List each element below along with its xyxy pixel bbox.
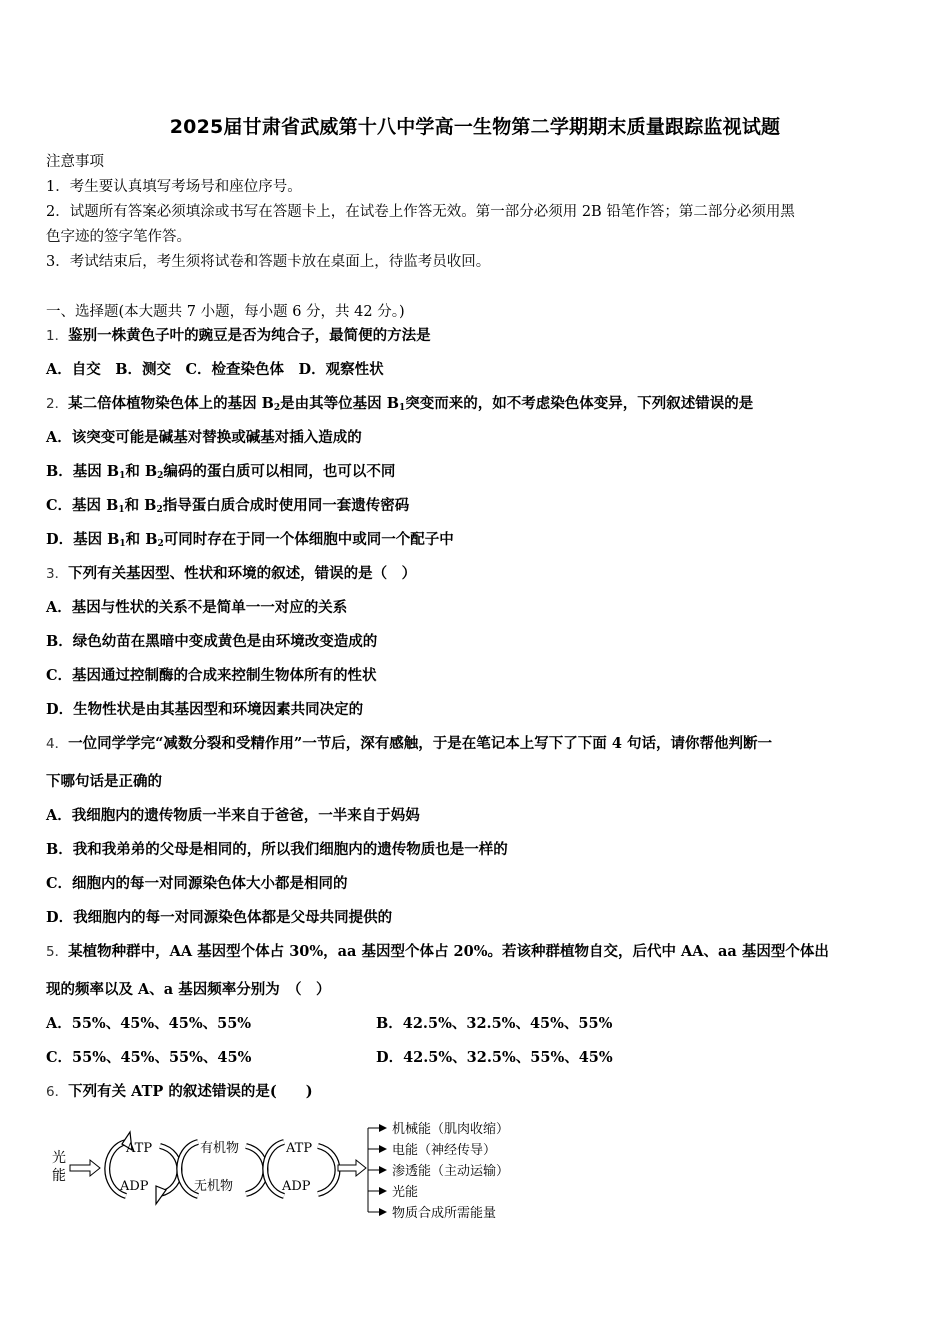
question-number: 6． (46, 1084, 69, 1100)
question-number: 2． (46, 396, 69, 412)
question-3-option-b: B．绿色幼苗在黑暗中变成黄色是由环境改变造成的 (46, 633, 378, 650)
organic-matter-label: 有机物 (200, 1141, 240, 1156)
question-stem-part: 是由其等位基因 B (280, 395, 399, 412)
option-text: B．基因 B (46, 463, 120, 480)
notice-item-3: 3．考试结束后，考生须将试卷和答题卡放在桌面上，待监考员收回。 (46, 254, 491, 270)
atp-label-2: ATP (286, 1141, 313, 1156)
notice-item-1: 1．考生要认真填写考场号和座位序号。 (46, 179, 302, 195)
question-4-option-b: B．我和我弟弟的父母是相同的，所以我们细胞内的遗传物质也是一样的 (46, 841, 508, 858)
question-2-option-a: A．该突变可能是碱基对替换或碱基对插入造成的 (46, 429, 362, 446)
output-synthesis: 物质合成所需能量 (392, 1206, 497, 1221)
section-heading: 一、选择题(本大题共 7 小题，每小题 6 分，共 42 分。) (46, 304, 405, 320)
subscript: 1 (118, 505, 125, 515)
option-text: 可同时存在于同一个体细胞中或同一个配子中 (163, 531, 454, 548)
atp-energy-diagram (48, 1118, 548, 1228)
output-osmotic: 渗透能（主动运输） (392, 1164, 510, 1179)
question-2-option-c (46, 496, 409, 516)
question-stem: 下列有关 ATP 的叙述错误的是( ) (68, 1083, 313, 1100)
question-3-option-a: A．基因与性状的关系不是简单一一对应的关系 (46, 599, 348, 616)
question-4-stem-cont: 下哪句话是正确的 (46, 773, 162, 790)
question-5-option-d: D．42.5%、32.5%、55%、45% (376, 1049, 613, 1066)
option-text: D．基因 B (46, 531, 120, 548)
question-4-option-d: D．我细胞内的每一对同源染色体都是父母共同提供的 (46, 909, 393, 926)
subscript: 2 (273, 403, 281, 413)
question-5-option-b: B．42.5%、32.5%、45%、55% (376, 1015, 613, 1032)
question-3 (46, 564, 416, 584)
option-text: 指导蛋白质合成时使用同一套遗传密码 (162, 497, 410, 514)
notice-heading: 注意事项 (46, 154, 104, 170)
question-2-option-d (46, 530, 454, 550)
question-stem-part: 突变而来的，如不考虑染色体变异，下列叙述错误的是 (405, 395, 754, 412)
option-text: C．基因 B (46, 497, 119, 514)
light-energy-label-1: 光 (52, 1150, 66, 1166)
question-1 (46, 326, 431, 346)
option-text: 和 B (125, 531, 158, 548)
output-mechanical: 机械能（肌肉收缩） (392, 1122, 510, 1137)
subscript: 1 (119, 539, 126, 549)
question-1-options: A．自交 B．测交 C．检查染色体 D．观察性状 (46, 361, 384, 378)
question-2-option-b (46, 462, 395, 482)
question-3-option-d: D．生物性状是由其基因型和环境因素共同决定的 (46, 701, 364, 718)
question-number: 1． (46, 328, 69, 344)
question-stem: 下列有关基因型、性状和环境的叙述，错误的是（ ） (68, 565, 417, 582)
question-5-stem-cont: 现的频率以及 A、a 基因频率分别为 （ ） (46, 981, 331, 998)
question-4-option-a: A．我细胞内的遗传物质一半来自于爸爸，一半来自于妈妈 (46, 807, 420, 824)
question-stem: 鉴别一株黄色子叶的豌豆是否为纯合子，最简便的方法是 (68, 327, 431, 344)
option-text: 编码的蛋白质可以相同，也可以不同 (163, 463, 396, 480)
question-2 (46, 394, 753, 414)
question-5-option-a: A．55%、45%、45%、55% (46, 1015, 252, 1032)
output-electrical: 电能（神经传导） (392, 1143, 497, 1158)
question-stem-part: 某二倍体植物染色体上的基因 B (68, 395, 274, 412)
subscript: 1 (119, 471, 126, 481)
question-3-option-c: C．基因通过控制酶的合成来控制生物体所有的性状 (46, 667, 377, 684)
option-text: 和 B (124, 497, 157, 514)
inorganic-matter-label: 无机物 (194, 1179, 234, 1194)
option-text: 和 B (125, 463, 158, 480)
question-number: 4． (46, 736, 69, 752)
adp-label-2: ADP (282, 1179, 311, 1194)
hollow-arrow-icon (338, 1160, 366, 1176)
notice-item-2-cont: 色字迹的签字笔作答。 (46, 229, 191, 245)
question-6 (46, 1082, 313, 1102)
output-light: 光能 (392, 1185, 419, 1200)
curved-arrow-icon (318, 1146, 338, 1194)
atp-label-1: ATP (126, 1141, 153, 1156)
question-stem: 一位同学学完“减数分裂和受精作用”一节后，深有感触，于是在笔记本上写下了下面 4 句话，请你帮他判断一 (68, 735, 772, 752)
subscript: 2 (157, 471, 164, 481)
question-4-option-c: C．细胞内的每一对同源染色体大小都是相同的 (46, 875, 348, 892)
question-5-option-c: C．55%、45%、55%、45% (46, 1049, 252, 1066)
light-energy-label-2: 能 (52, 1168, 66, 1184)
notice-item-2: 2．试题所有答案必须填涂或书写在答题卡上，在试卷上作答无效。第一部分必须用 2B 铅笔作答；第二部分必须用黑 (46, 204, 795, 220)
subscript: 2 (157, 539, 164, 549)
question-number: 5． (46, 944, 69, 960)
question-5 (46, 942, 829, 962)
subscript: 2 (156, 505, 163, 515)
question-4 (46, 734, 772, 754)
question-number: 3． (46, 566, 69, 582)
subscript: 1 (398, 403, 406, 413)
question-stem: 某植物种群中，AA 基因型个体占 30%，aa 基因型个体占 20%。若该种群植物自交，后代中 AA、aa 基因型个体出 (68, 943, 829, 960)
hollow-arrow-icon (70, 1160, 100, 1176)
adp-label-1: ADP (120, 1179, 149, 1194)
page-title: 2025届甘肃省武威第十八中学高一生物第二学期期末质量跟踪监视试题 (169, 116, 781, 138)
